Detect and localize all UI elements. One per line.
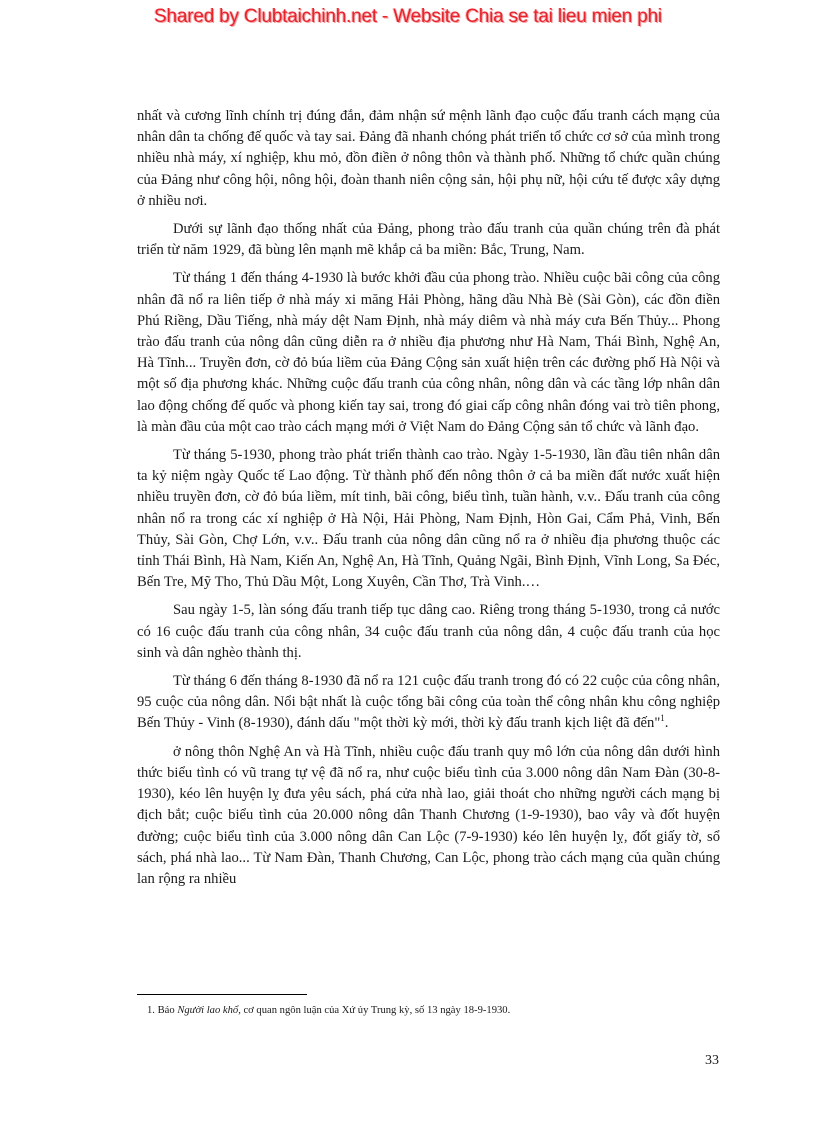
page-number: 33 xyxy=(705,1053,719,1068)
footnote xyxy=(147,1004,707,1018)
footnote-rest: , cơ quan ngôn luận của Xứ ủy Trung kỳ, số 13 ngày 18-9-1930. xyxy=(238,1005,511,1016)
paragraph-6-end: . xyxy=(664,715,669,732)
paragraph-6 xyxy=(137,671,720,735)
paragraph-4: Từ tháng 5-1930, phong trào phát triển thành cao trào. Ngày 1-5-1930, lần đầu tiên nhân dân ta kỷ niệm ngày Quốc tế Lao động. Từ thành phố đến nông thôn ở cả ba miền đất nước xuất hiện nhiều truyền đơn, cờ đỏ búa liềm, mít tinh, bãi công, biểu tình, tuần hành, v.v.. Đấu tranh của công nhân nổ ra trong các xí nghiệp ở Hà Nội, Hải Phòng, Nam Định, Hòn Gai, Cẩm Phả, Vinh, Bến Thủy, Sài Gòn, Chợ Lớn, v.v.. Đấu tranh của nông dân cũng nổ ra ở nhiều địa phương thuộc các tỉnh Thái Bình, Hà Nam, Kiến An, Nghệ An, Hà Tĩnh, Quảng Ngãi, Bình Định, Vĩnh Long, Sa Đéc, Bến Tre, Mỹ Tho, Thủ Dầu Một, Long Xuyên, Cần Thơ, Trà Vinh.… xyxy=(137,447,720,591)
footnote-reference[interactable]: 1 xyxy=(660,713,665,724)
watermark-banner: Shared by Clubtaichinh.net - Website Chia se tai lieu mien phi xyxy=(154,6,662,27)
footnote-divider xyxy=(137,994,307,995)
paragraph-2: Dưới sự lãnh đạo thống nhất của Đảng, phong trào đấu tranh của quần chúng trên đà phát triển từ năm 1929, đã bùng lên mạnh mẽ khắp cả ba miền: Bắc, Trung, Nam. xyxy=(137,221,720,259)
footnote-prefix: 1. Báo xyxy=(147,1005,178,1016)
paragraph-7: ở nông thôn Nghệ An và Hà Tĩnh, nhiều cuộc đấu tranh quy mô lớn của nông dân dưới hình thức biểu tình có vũ trang tự vệ đã nổ ra, như cuộc biểu tình của 3.000 nông dân Nam Đàn (30-8-1930), kéo lên huyện lỵ đưa yêu sách, phá cửa nhà lao, giải thoát cho những người cách mạng bị địch bắt; cuộc biểu tình của 20.000 nông dân Thanh Chương (1-9-1930), bao vây và đốt huyện đường; cuộc biểu tình của 3.000 nông dân Can Lộc (7-9-1930) kéo lên huyện lỵ, đốt giấy tờ, sổ sách, phá nhà lao... Từ Nam Đàn, Thanh Chương, Can Lộc, phong trào cách mạng của quần chúng lan rộng ra nhiều xyxy=(137,743,720,887)
paragraph-3: Từ tháng 1 đến tháng 4-1930 là bước khởi đầu của phong trào. Nhiều cuộc bãi công của công nhân đã nổ ra liên tiếp ở nhà máy xi măng Hải Phòng, hãng dầu Nhà Bè (Sài Gòn), các đồn điền Phú Riềng, Dầu Tiếng, nhà máy dệt Nam Định, nhà máy diêm và nhà máy cưa Bến Thủy... Phong trào đấu tranh của nông dân cũng diễn ra ở nhiều địa phương như Hà Nam, Thái Bình, Nghệ An, Hà Tĩnh... Truyền đơn, cờ đỏ búa liềm của Đảng Cộng sản xuất hiện trên các đường phố Hà Nội và một số địa phương khác. Những cuộc đấu tranh của công nhân, nông dân và các tầng lớp nhân dân lao động chống đế quốc và phong kiến tay sai, trong đó giai cấp công nhân đóng vai trò tiên phong, là màn đầu của một cao trào cách mạng mới ở Việt Nam do Đảng Cộng sản tổ chức và lãnh đạo. xyxy=(137,270,720,435)
body-text xyxy=(137,106,720,897)
footnote-publication-title: Người lao khổ xyxy=(177,1005,239,1016)
paragraph-5: Sau ngày 1-5, làn sóng đấu tranh tiếp tục dâng cao. Riêng trong tháng 5-1930, trong cả nước có 16 cuộc đấu tranh của công nhân, 34 cuộc đấu tranh của nông dân, 4 cuộc đấu tranh của học sinh và dân nghèo thành thị. xyxy=(137,602,720,661)
paragraph-1: nhất và cương lĩnh chính trị đúng đắn, đảm nhận sứ mệnh lãnh đạo cuộc đấu tranh cách mạng của nhân dân ta chống đế quốc và tay sai. Đảng đã nhanh chóng phát triển tổ chức cơ sở của mình trong nhiều nhà máy, xí nghiệp, khu mỏ, đồn điền ở nông thôn và thành phố. Những tổ chức quần chúng của Đảng như công hội, nông hội, đoàn thanh niên cộng sản, hội phụ nữ, hội cứu tế được xây dựng ở nhiều nơi. xyxy=(137,108,720,209)
paragraph-6-text: Từ tháng 6 đến tháng 8-1930 đã nổ ra 121 cuộc đấu tranh trong đó có 22 cuộc của công nhân, 95 cuộc của nông dân. Nổi bật nhất là cuộc tổng bãi công của toàn thể công nhân khu công nghiệp Bến Thủy - Vinh (8-1930), đánh dấu "một thời kỳ mới, thời kỳ đấu tranh kịch liệt đã đến" xyxy=(137,673,720,732)
